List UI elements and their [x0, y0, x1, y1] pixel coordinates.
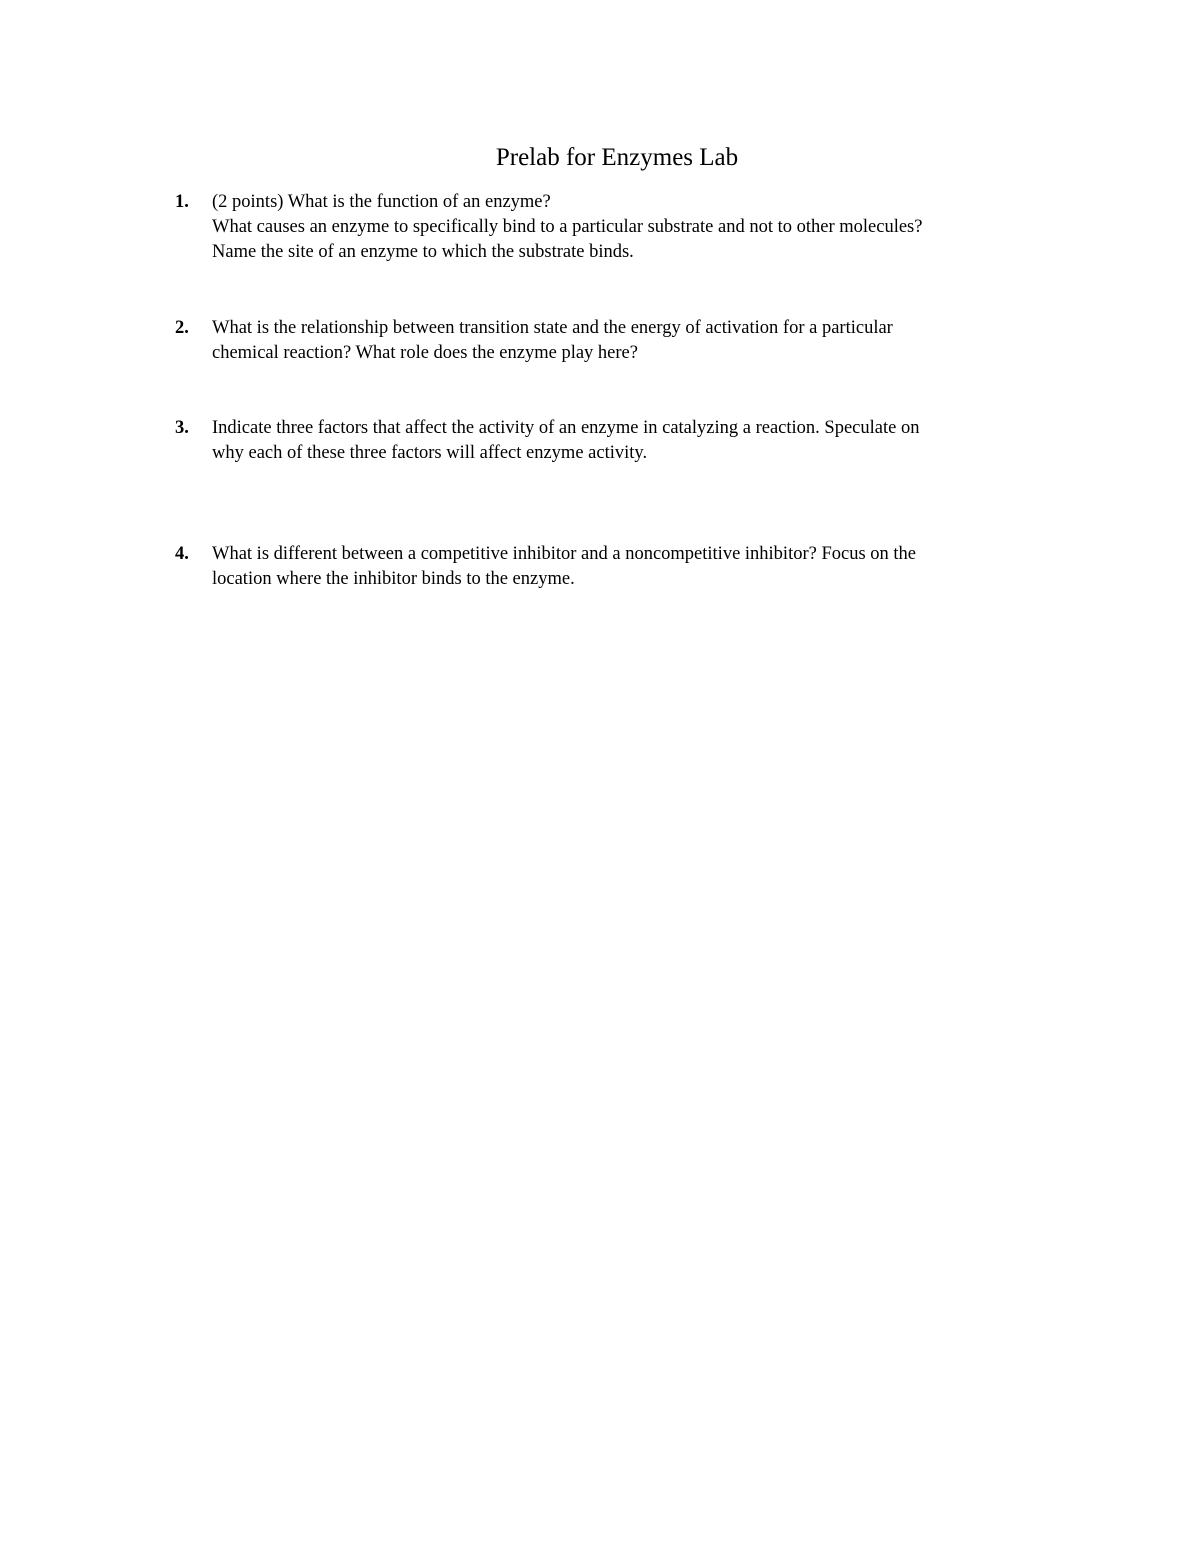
question-number: 2.: [175, 318, 189, 338]
question-text: [212, 190, 1055, 265]
question-2: [175, 316, 1055, 366]
question-3: [175, 416, 1055, 466]
question-line: What is different between a competitive inhibitor and a noncompetitive inhibitor? Focus on the: [212, 544, 917, 564]
document-title: Prelab for Enzymes Lab: [495, 144, 739, 171]
question-text: [212, 542, 1055, 592]
question-line: (2 points) What is the function of an enzyme?: [212, 192, 551, 212]
question-line: What causes an enzyme to specifically bind to a particular substrate and not to other molecules?: [212, 217, 923, 237]
question-line: Indicate three factors that affect the activity of an enzyme in catalyzing a reaction. Speculate on: [212, 418, 920, 438]
question-text: [212, 316, 1055, 366]
question-number: 3.: [175, 418, 189, 438]
question-line: location where the inhibitor binds to the enzyme.: [212, 569, 575, 589]
question-1: [175, 190, 1055, 265]
question-line: Name the site of an enzyme to which the substrate binds.: [212, 242, 634, 262]
question-line: chemical reaction? What role does the enzyme play here?: [212, 343, 638, 363]
question-number: 1.: [175, 192, 189, 212]
question-4: [175, 542, 1055, 592]
question-number: 4.: [175, 544, 189, 564]
question-text: [212, 416, 1055, 466]
question-line: What is the relationship between transition state and the energy of activation for a particular: [212, 318, 893, 338]
question-line: why each of these three factors will affect enzyme activity.: [212, 443, 648, 463]
